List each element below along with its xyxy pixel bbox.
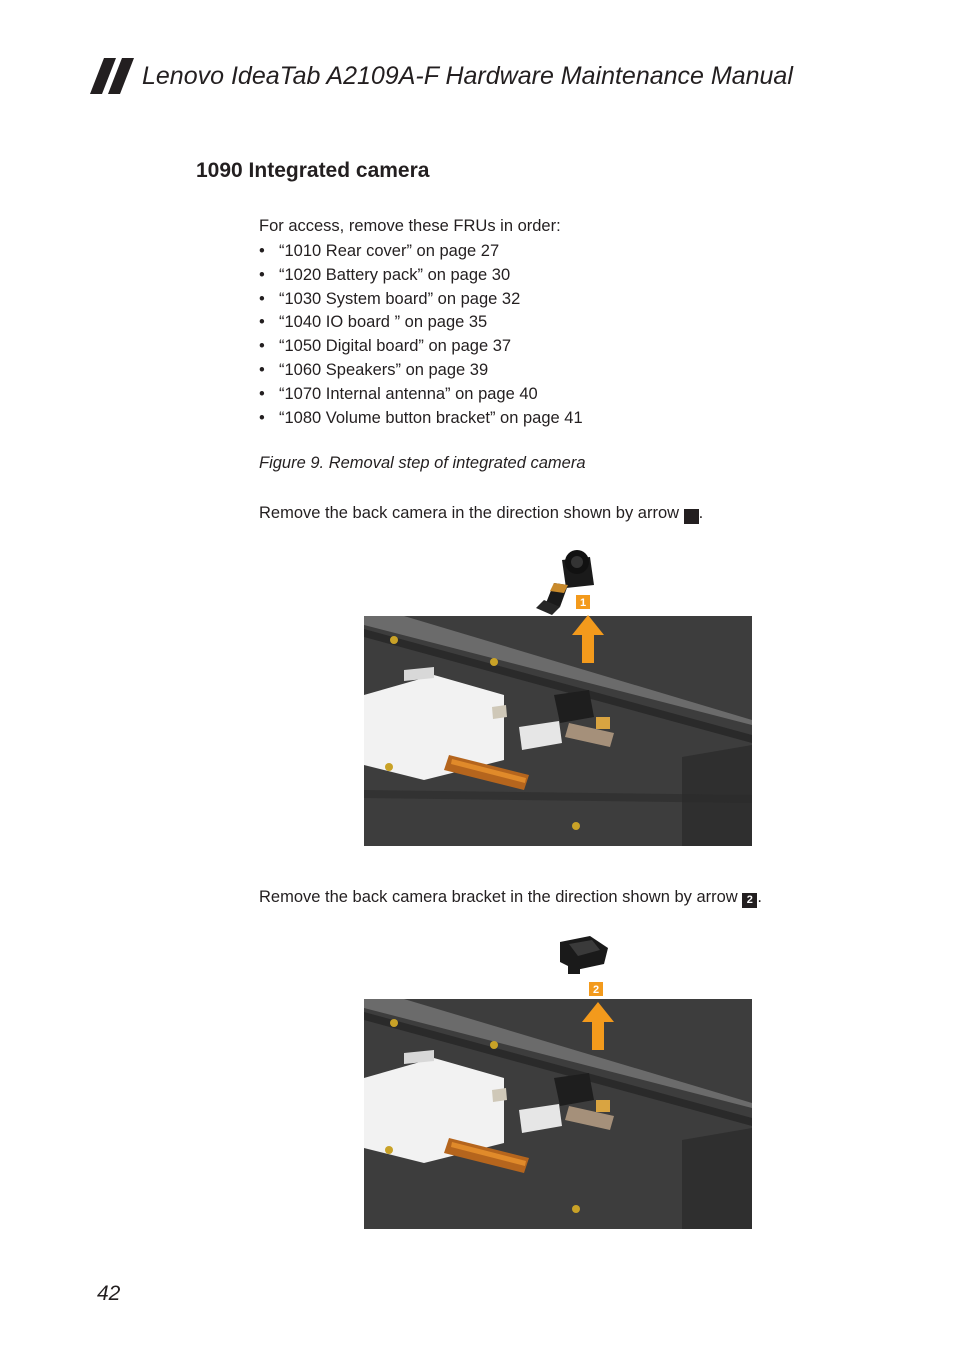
- camera-removal-figure: [364, 545, 754, 847]
- step-2-instruction: Remove the back camera bracket in the direction shown by arrow 2 .: [259, 888, 762, 906]
- callout-2: [589, 982, 603, 996]
- fru-link[interactable]: “1030 System board” on page 32: [279, 289, 521, 308]
- fru-item: • “1010 Rear cover” on page 27: [259, 242, 500, 260]
- section-title: 1090 Integrated camera: [196, 159, 430, 182]
- intro-text: For access, remove these FRUs in order:: [259, 217, 561, 235]
- fru-link[interactable]: “1050 Digital board” on page 37: [279, 337, 512, 356]
- fru-link[interactable]: “1040 IO board ” on page 35: [279, 313, 488, 332]
- fru-item: • “1080 Volume button bracket” on page 41: [259, 408, 583, 427]
- figure-caption: Figure 9. Removal step of integrated camera: [259, 454, 586, 472]
- step-2-marker: 2: [742, 893, 757, 908]
- fru-item: • “1020 Battery pack” on page 30: [259, 265, 511, 284]
- fru-list: [259, 241, 583, 431]
- svg-text:1: 1: [579, 597, 587, 609]
- fru-item: • “1030 System board” on page 32: [259, 289, 521, 308]
- fru-link[interactable]: “1070 Internal antenna” on page 40: [279, 384, 538, 403]
- callout-1: [576, 595, 590, 609]
- fru-item: • “1060 Speakers” on page 39: [259, 360, 489, 379]
- fru-link[interactable]: “1010 Rear cover” on page 27: [279, 242, 500, 260]
- tablet-chassis-photo: [364, 616, 752, 846]
- fru-link[interactable]: “1060 Speakers” on page 39: [279, 360, 489, 379]
- step-1-instruction: Remove the back camera in the direction shown by arrow 1 .: [259, 504, 704, 522]
- fru-item: • “1050 Digital board” on page 37: [259, 337, 512, 356]
- tablet-chassis-photo: [364, 999, 752, 1229]
- svg-text:2: 2: [592, 984, 600, 996]
- step-1-marker: 1: [684, 509, 699, 524]
- camera-bracket: [560, 936, 608, 974]
- fru-link[interactable]: “1080 Volume button bracket” on page 41: [279, 408, 583, 427]
- fru-item: • “1070 Internal antenna” on page 40: [259, 384, 538, 403]
- bracket-removal-figure: [364, 928, 754, 1230]
- manual-title: Lenovo IdeaTab A2109A-F Hardware Maintenance Manual: [142, 62, 793, 90]
- page-number: 42: [97, 1282, 121, 1305]
- fru-item: • “1040 IO board ” on page 35: [259, 313, 488, 332]
- header-slash-logo: [90, 58, 136, 94]
- fru-link[interactable]: “1020 Battery pack” on page 30: [279, 265, 511, 284]
